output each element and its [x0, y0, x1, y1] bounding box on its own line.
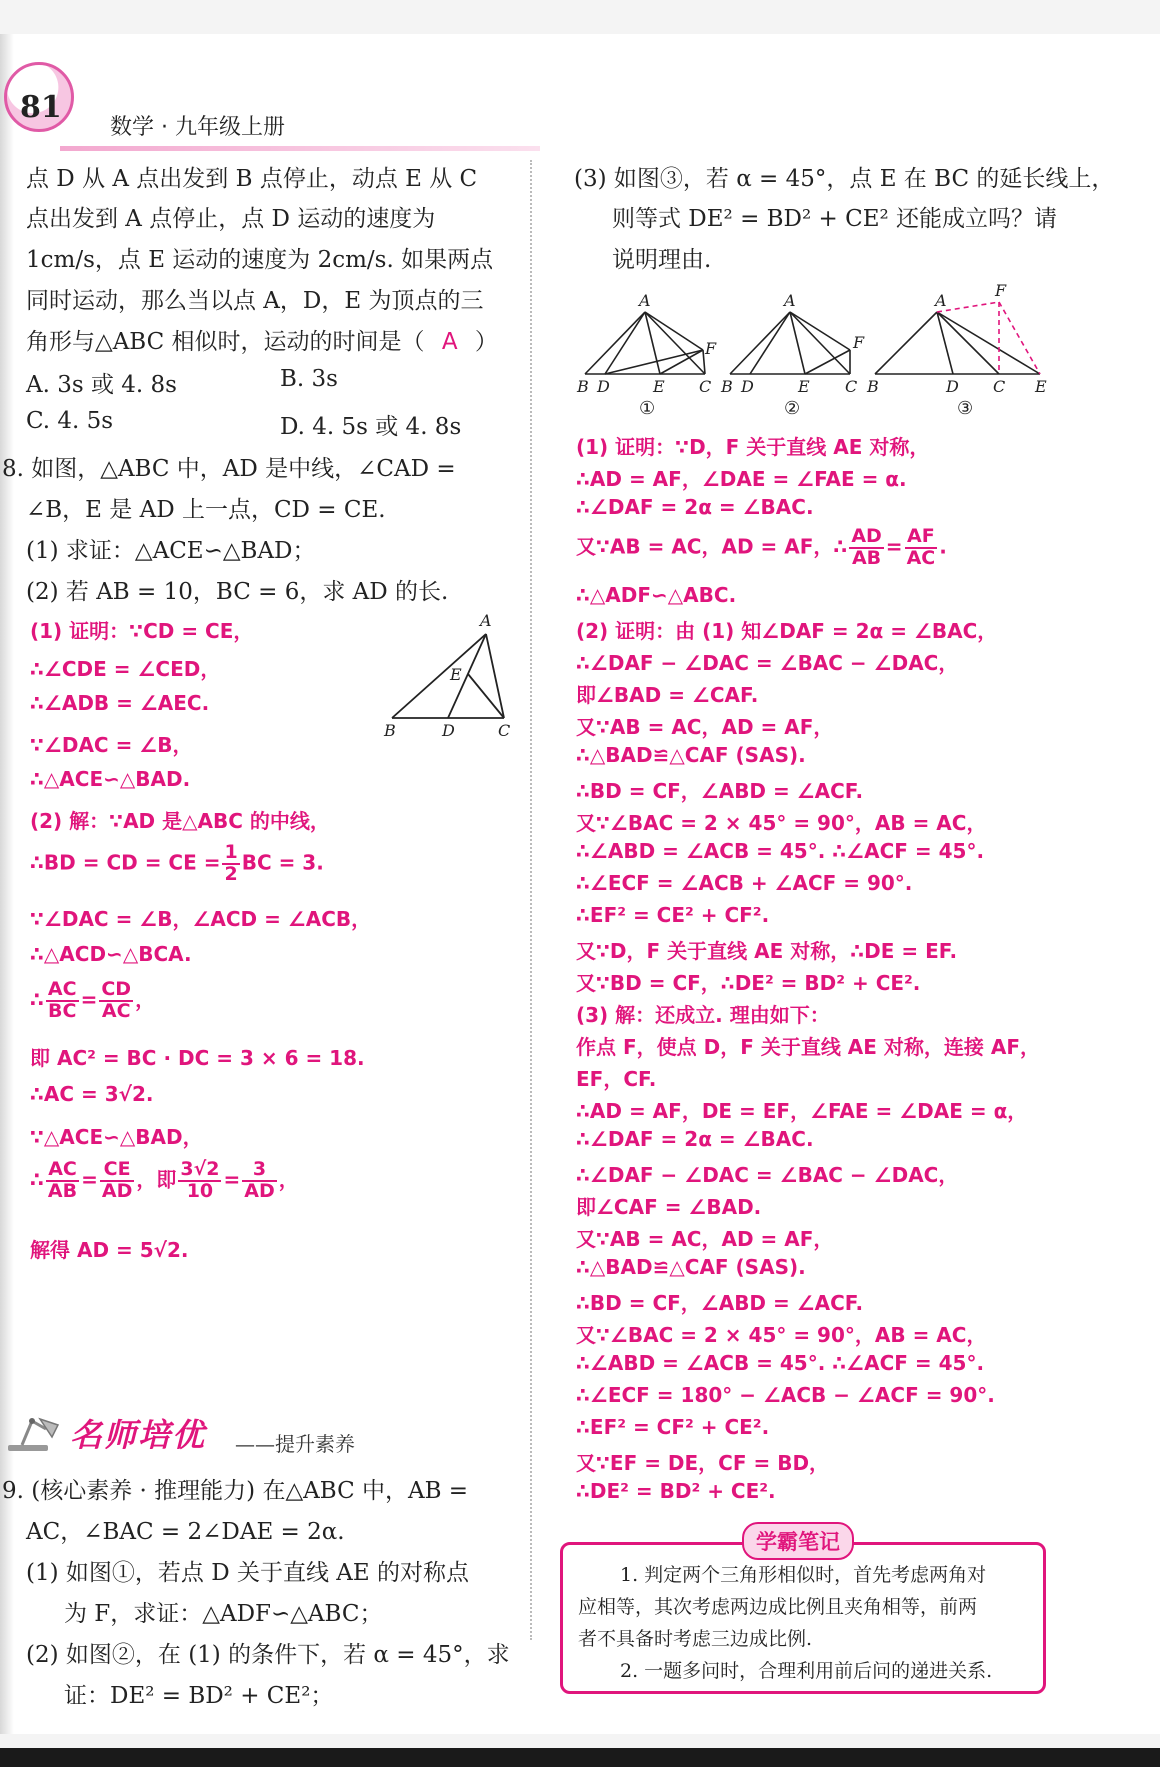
section-title: 名师培优	[70, 1416, 207, 1454]
q8-sol-line-10	[30, 980, 155, 1022]
q7-close-paren: ）	[474, 329, 498, 355]
frac-den: 10	[186, 1179, 214, 1202]
frac-den: AB	[47, 1179, 78, 1202]
fig1-label-c: C	[699, 377, 712, 396]
r-sol-line-7: ∴BD = CF，∠ABD = ∠ACF.	[576, 779, 864, 803]
fig1-label-a: A	[639, 291, 651, 310]
r-sol-line-1: ∴△ADF∽△ABC.	[576, 583, 737, 607]
q8-sol-line-6: (2) 解：∵AD 是△ABC 的中线，	[30, 809, 330, 833]
r-sol-line-28: 又∵EF = DE，CF = BD，	[576, 1451, 830, 1475]
q8-sol-14-mid: ，即	[136, 1167, 177, 1192]
header-underline	[60, 146, 540, 151]
fig1-label-d: D	[597, 377, 610, 396]
frac-num: CD	[101, 978, 132, 1000]
r-sol-line-2: (2) 证明：由 (1) 知∠DAF = 2α = ∠BAC，	[576, 619, 998, 643]
notes-line-2: 应相等，其次考虑两边成比例且夹角相等，前两	[578, 1596, 978, 1618]
r-sol1-frac-line	[576, 527, 947, 569]
r-sol1-line-3: ∴∠DAF = 2α = ∠BAC.	[576, 495, 814, 519]
r-sol-line-5: 又∵AB = AC，AD = AF，	[576, 715, 834, 739]
frac-den: AD	[101, 1179, 133, 1202]
q8-sol-line-12: ∴AC = 3√2.	[30, 1082, 154, 1106]
fig2-label-d: D	[741, 377, 754, 396]
q7-line-5	[26, 323, 498, 356]
fig3-label-c: C	[993, 377, 1006, 396]
r-sol-line-3: ∴∠DAF − ∠DAC = ∠BAC − ∠DAC，	[576, 651, 959, 675]
r-sol1-line-2: ∴AD = AF，∠DAE = ∠FAE = α.	[576, 467, 907, 491]
q8-triangle-figure	[380, 608, 520, 740]
q8-sol-line-14	[30, 1160, 299, 1202]
q8-sol-line-11: 即 AC² = BC · DC = 3 × 6 = 18.	[30, 1046, 365, 1070]
q8-sol-7-post: BC = 3.	[241, 850, 324, 875]
q8-sol-10-post: ，	[135, 987, 156, 1012]
q7-option-d: D. 4. 5s 或 4. 8s	[280, 414, 462, 440]
q7-option-c: C. 4. 5s	[26, 408, 114, 434]
q7-line-5-text: 角形与△ABC 相似时，运动的时间是（	[26, 329, 425, 355]
fig3-label-f: F	[995, 282, 1007, 300]
q7-line-4: 同时运动，那么当以点 A，D，E 为顶点的三	[26, 288, 484, 314]
notes-title: 学霸笔记	[742, 1522, 854, 1560]
fig1-caption: ①	[639, 398, 656, 419]
r-sol-line-20: 即∠CAF = ∠BAD.	[576, 1195, 762, 1219]
frac-den: AC	[101, 999, 131, 1022]
frac-num: AC	[46, 1160, 79, 1182]
fraction-af-ac	[905, 527, 938, 569]
equals: =	[80, 987, 98, 1012]
r-sol-line-12: 又∵D，F 关于直线 AE 对称，∴DE = EF.	[576, 939, 958, 963]
fraction-ac-ab	[46, 1160, 79, 1202]
book-title: 数学 · 九年级上册	[110, 115, 285, 140]
q8-label-c: C	[498, 721, 511, 740]
q8-label-a: A	[480, 611, 492, 630]
r-sol-line-9: ∴∠ABD = ∠ACB = 45°. ∴∠ACF = 45°.	[576, 839, 985, 863]
frac-num: 1	[224, 841, 238, 863]
fraction-ad-ab	[849, 527, 883, 569]
frac-num: AF	[905, 527, 938, 549]
fraction-half	[222, 843, 239, 885]
r-sol1-line-1: (1) 证明：∵D，F 关于直线 AE 对称，	[576, 435, 930, 459]
r-sol-line-25: ∴∠ABD = ∠ACB = 45°. ∴∠ACF = 45°.	[576, 1351, 985, 1375]
fig3-label-d: D	[946, 377, 959, 396]
equals: =	[885, 534, 903, 559]
q8-sol-10-pre: ∴	[30, 987, 44, 1012]
q9-line-2: AC，∠BAC = 2∠DAE = 2α.	[26, 1519, 345, 1545]
q9-3-line-2: 则等式 DE² = BD² + CE² 还能成立吗？请	[612, 206, 1058, 232]
notes-line-3: 者不具备时考虑三边成比例.	[578, 1628, 813, 1650]
q9-line-6: 证：DE² = BD² + CE²；	[64, 1683, 334, 1709]
column-divider	[530, 160, 532, 1640]
q8-sol-line-4: ∵∠DAC = ∠B，	[30, 733, 193, 757]
fig3-label-b: B	[867, 377, 879, 396]
q8-line-3: (1) 求证：△ACE∽△BAD；	[26, 538, 316, 564]
frac-den: 2	[224, 862, 238, 885]
r-frac-pre: 又∵AB = AC，AD = AF，∴	[576, 534, 848, 559]
q8-label-e: E	[450, 665, 462, 684]
fraction-3-ad	[242, 1160, 276, 1202]
notes-line-4: 2. 一题多问时，合理利用前后问的递进关系.	[620, 1660, 993, 1682]
q8-sol-line-5: ∴△ACE∽△BAD.	[30, 767, 191, 791]
equals: =	[223, 1167, 241, 1192]
q8-label-d: D	[442, 721, 455, 740]
fig3-label-e: E	[1035, 377, 1047, 396]
r-sol-line-17: ∴AD = AF，DE = EF，∠FAE = ∠DAE = α，	[576, 1099, 1028, 1123]
fraction-ac-bc	[46, 980, 79, 1022]
r-sol-line-19: ∴∠DAF − ∠DAC = ∠BAC − ∠DAC，	[576, 1163, 959, 1187]
fig1-label-b: B	[577, 377, 589, 396]
q9-3-line-1: (3) 如图③，若 α = 45°，点 E 在 BC 的延长线上，	[574, 166, 1115, 192]
notes-line-1: 1. 判定两个三角形相似时，首先考虑两角对	[620, 1564, 987, 1586]
q7-line-1: 点 D 从 A 点出发到 B 点停止，动点 E 从 C	[26, 166, 478, 192]
frac-den: AB	[851, 546, 882, 569]
fraction-cd-ac	[99, 980, 133, 1022]
q8-sol-line-15: 解得 AD = 5√2.	[30, 1238, 189, 1262]
fig1-label-e: E	[653, 377, 665, 396]
q9-line-4: 为 F，求证：△ADF∽△ABC；	[64, 1601, 383, 1627]
r-sol-line-8: 又∵∠BAC = 2 × 45° = 90°，AB = AC，	[576, 811, 987, 835]
equals: =	[81, 1167, 98, 1192]
frac-den: AD	[244, 1179, 275, 1202]
q7-option-a: A. 3s 或 4. 8s	[26, 372, 177, 398]
q8-sol-line-2: ∴∠CDE = ∠CED，	[30, 657, 221, 681]
r-sol-line-24: 又∵∠BAC = 2 × 45° = 90°，AB = AC，	[576, 1323, 987, 1347]
q7-line-3: 1cm/s，点 E 运动的速度为 2cm/s. 如果两点	[26, 247, 494, 273]
frac-den: BC	[48, 999, 77, 1022]
q7-option-b: B. 3s	[280, 366, 338, 392]
r-sol-line-18: ∴∠DAF = 2α = ∠BAC.	[576, 1127, 814, 1151]
frac-num: AC	[47, 978, 77, 1000]
fig3-label-a: A	[935, 291, 947, 310]
q8-line-4: (2) 若 AB = 10，BC = 6，求 AD 的长.	[26, 579, 449, 605]
q8-sol-14-post: ，	[278, 1167, 299, 1192]
r-sol-line-22: ∴△BAD≌△CAF (SAS).	[576, 1255, 806, 1279]
r-sol-line-27: ∴EF² = CF² + CE².	[576, 1415, 770, 1439]
r-sol-line-6: ∴△BAD≌△CAF (SAS).	[576, 743, 806, 767]
r-frac-post: .	[939, 534, 947, 559]
q9-3-line-3: 说明理由.	[612, 247, 712, 273]
frac-num: AD	[851, 525, 882, 547]
lamp-icon	[2, 1395, 62, 1455]
q8-sol-14-pre: ∴	[30, 1167, 44, 1192]
page-number: 81	[20, 90, 62, 125]
q8-sol-line-1: (1) 证明：∵CD = CE，	[30, 619, 254, 643]
q8-line-1: 8. 如图，△ABC 中，AD 是中线，∠CAD =	[2, 456, 456, 482]
q7-line-2: 点出发到 A 点停止，点 D 运动的速度为	[26, 206, 436, 232]
frac-den: AC	[906, 546, 936, 569]
frac-num: CE	[100, 1160, 134, 1182]
q8-sol-line-3: ∴∠ADB = ∠AEC.	[30, 691, 210, 715]
section-subtitle: ——提升素养	[235, 1432, 355, 1456]
fig2-label-a: A	[784, 291, 796, 310]
r-sol-line-29: ∴DE² = BD² + CE².	[576, 1479, 776, 1503]
q9-line-1: 9. (核心素养 · 推理能力) 在△ABC 中，AB =	[2, 1478, 469, 1504]
r-sol-line-13: 又∵BD = CF，∴DE² = BD² + CE².	[576, 971, 921, 995]
fig3-caption: ③	[957, 398, 974, 419]
q9-line-5: (2) 如图②，在 (1) 的条件下，若 α = 45°，求	[26, 1642, 510, 1668]
r-sol-line-23: ∴BD = CF，∠ABD = ∠ACF.	[576, 1291, 864, 1315]
bottom-bar	[0, 1748, 1160, 1767]
fraction-3root2-10	[178, 1160, 221, 1202]
q7-answer: A	[441, 329, 458, 355]
q8-sol-line-9: ∴△ACD∽△BCA.	[30, 942, 192, 966]
r-sol-line-21: 又∵AB = AC，AD = AF，	[576, 1227, 834, 1251]
fraction-ce-ad	[100, 1160, 134, 1202]
q8-sol-line-8: ∵∠DAC = ∠B，∠ACD = ∠ACB，	[30, 907, 372, 931]
r-sol-line-10: ∴∠ECF = ∠ACB + ∠ACF = 90°.	[576, 871, 913, 895]
frac-num: 3√2	[180, 1158, 220, 1180]
q8-sol-line-7	[30, 843, 324, 885]
q9-line-3: (1) 如图①，若点 D 关于直线 AE 的对称点	[26, 1560, 469, 1586]
fig2-label-f: F	[853, 333, 865, 352]
r-sol-line-11: ∴EF² = CE² + CF².	[576, 903, 770, 927]
frac-num: 3	[242, 1160, 276, 1182]
r-sol-line-4: 即∠BAD = ∠CAF.	[576, 683, 759, 707]
fig2-caption: ②	[784, 398, 801, 419]
r-sol-line-15: 作点 F，使点 D，F 关于直线 AE 对称，连接 AF，	[576, 1035, 1040, 1059]
r-sol-line-14: (3) 解：还成立. 理由如下：	[576, 1003, 830, 1027]
fig2-label-c: C	[845, 377, 858, 396]
r-sol-line-16: EF，CF.	[576, 1067, 657, 1091]
fig1-label-f: F	[705, 339, 717, 358]
fig2-label-e: E	[798, 377, 810, 396]
q8-line-2: ∠B，E 是 AD 上一点，CD = CE.	[26, 497, 386, 523]
q9-figures	[575, 282, 1055, 422]
r-sol-line-26: ∴∠ECF = 180° − ∠ACB − ∠ACF = 90°.	[576, 1383, 995, 1407]
fig2-label-b: B	[721, 377, 733, 396]
q8-label-b: B	[384, 721, 396, 740]
q8-sol-line-13: ∵△ACE∽△BAD，	[30, 1125, 203, 1149]
q8-sol-7-pre: ∴BD = CD = CE =	[30, 850, 221, 875]
